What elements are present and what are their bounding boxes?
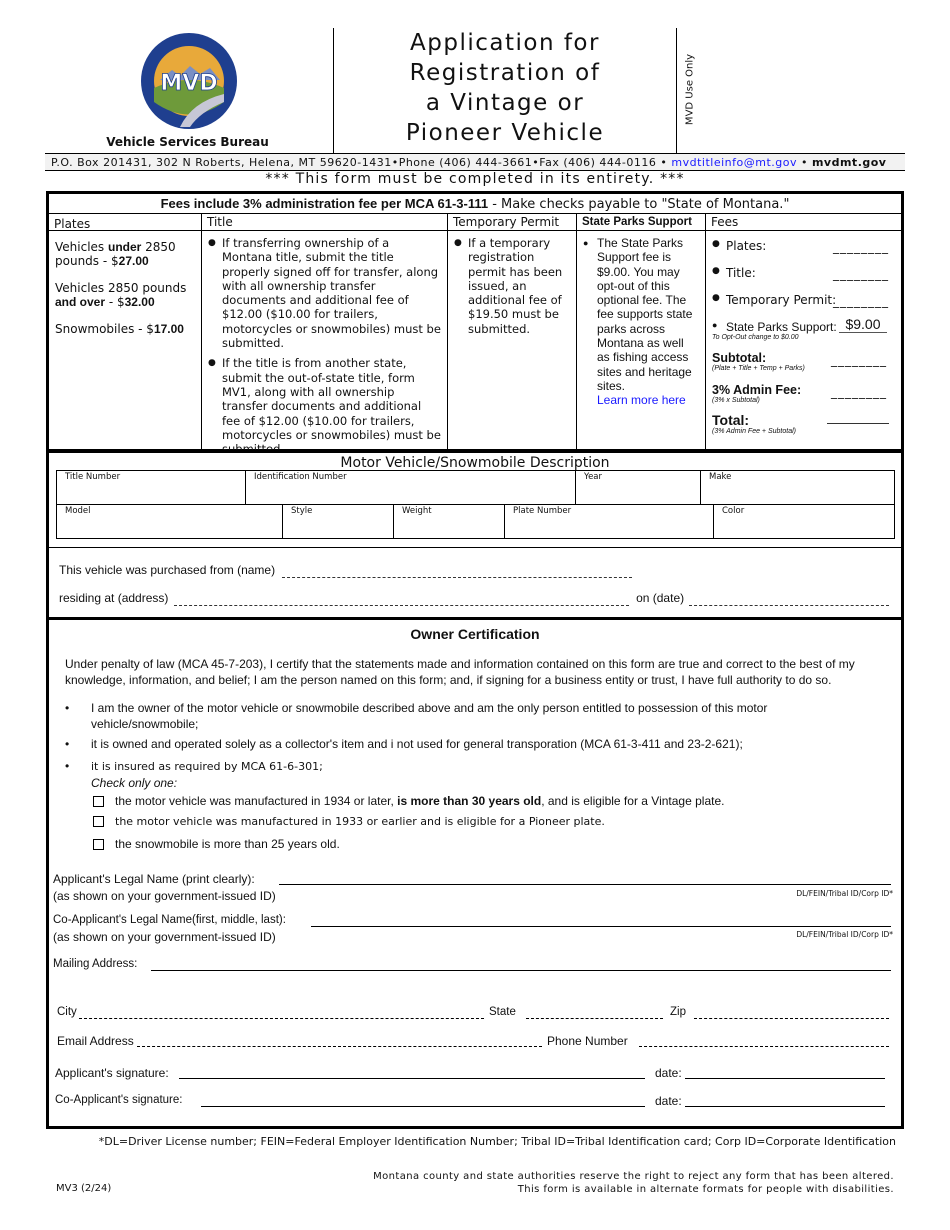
co-applicant-name-input[interactable] bbox=[311, 926, 891, 927]
year-field[interactable]: Year bbox=[575, 470, 701, 505]
fee-temp-permit-input[interactable]: ________ bbox=[833, 294, 889, 308]
state-parks-column bbox=[577, 214, 706, 449]
title-line: Application for bbox=[410, 30, 600, 56]
co-applicant-signature-input[interactable] bbox=[201, 1106, 645, 1107]
plate-fee-over: Vehicles 2850 pounds and over - $32.00 bbox=[55, 281, 187, 309]
email-label: Email Address bbox=[57, 1034, 134, 1048]
applicant-signature-label: Applicant's signature: bbox=[55, 1066, 169, 1080]
fee-plates-input[interactable]: ________ bbox=[833, 240, 889, 254]
temp-permit-header: Temporary Permit bbox=[448, 214, 576, 231]
pioneer-option[interactable]: the motor vehicle was manufactured in 1933 or earlier and is eligible for a Pioneer plate. bbox=[93, 815, 605, 828]
applicant-date-label: date: bbox=[655, 1066, 682, 1080]
weight-field[interactable]: Weight bbox=[393, 504, 505, 539]
plate-number-field[interactable]: Plate Number bbox=[504, 504, 714, 539]
pioneer-checkbox[interactable] bbox=[93, 816, 104, 827]
purchased-from-row: This vehicle was purchased from (name) bbox=[59, 563, 632, 578]
email-link[interactable]: mvdtitleinfo@mt.gov bbox=[671, 156, 797, 169]
fee-title: ● Title: ________ bbox=[712, 266, 889, 281]
residing-at-row: residing at (address) on (date) bbox=[59, 591, 889, 606]
svg-text:MVD: MVD bbox=[160, 71, 218, 96]
co-applicant-date-label: date: bbox=[655, 1094, 682, 1108]
model-field[interactable]: Model bbox=[56, 504, 283, 539]
learn-more-link[interactable]: Learn more here bbox=[597, 393, 686, 408]
temp-permit-bullet: ● If a temporary registration permit has been issued, an additional fee of $19.50 must be submitted. bbox=[454, 236, 570, 336]
title-line: Pioneer Vehicle bbox=[405, 120, 605, 146]
vehicle-divider bbox=[49, 547, 901, 548]
phone-text: Phone (406) 444-3661 bbox=[398, 156, 533, 169]
zip-label: Zip bbox=[670, 1006, 686, 1018]
fee-title-input[interactable]: ________ bbox=[833, 267, 889, 281]
check-only-one-label: Check only one: bbox=[91, 776, 178, 790]
as-shown-note: (as shown on your government-issued ID) bbox=[53, 889, 276, 903]
admin-fee-row: 3% Admin Fee: (3% x Subtotal) ________ bbox=[712, 383, 887, 404]
fee-state-parks-input[interactable]: $9.00 bbox=[839, 316, 887, 333]
plates-header: Plates bbox=[49, 214, 201, 231]
entirety-notice: *** This form must be completed in its entirety. *** bbox=[265, 171, 685, 187]
id-type-note: DL/FEIN/Tribal ID/Corp ID* bbox=[796, 889, 893, 898]
style-field[interactable]: Style bbox=[282, 504, 394, 539]
make-field[interactable]: Make bbox=[700, 470, 895, 505]
co-applicant-name-label: Co-Applicant's Legal Name(first, middle, last): bbox=[53, 914, 286, 926]
id-type-note: DL/FEIN/Tribal ID/Corp ID* bbox=[796, 930, 893, 939]
contact-bar: P.O. Box 201431, 302 N Roberts, Helena, MT 59620-1431•Phone (406) 444-3661•Fax (406) 444-0116 • mvdtitleinfo@mt.gov • mvdmt.gov bbox=[45, 153, 905, 171]
fees-header: Fees bbox=[706, 214, 901, 231]
mailing-address-input[interactable] bbox=[151, 970, 891, 971]
color-field[interactable]: Color bbox=[713, 504, 895, 539]
admin-fee-input[interactable]: ________ bbox=[831, 385, 887, 399]
phone-label: Phone Number bbox=[547, 1034, 628, 1048]
fees-column bbox=[706, 214, 901, 449]
city-label: City bbox=[57, 1006, 77, 1018]
mailing-address-label: Mailing Address: bbox=[53, 958, 138, 970]
state-label: State bbox=[489, 1006, 516, 1018]
email-input[interactable] bbox=[137, 1046, 542, 1047]
state-parks-bullet: ● The State Parks Support fee is $9.00. You may opt-out of this optional fee. The fee supports state parks across Montana as well as fishing access sites and heritage sites. Learn more here bbox=[583, 236, 699, 408]
vehicle-description-section bbox=[46, 450, 904, 620]
co-applicant-date-input[interactable] bbox=[685, 1106, 885, 1107]
cert-bullet: • it is insured as required by MCA 61-6-301; Check only one: bbox=[63, 758, 873, 791]
title-line: a Vintage or bbox=[425, 90, 585, 116]
zip-input[interactable] bbox=[694, 1018, 889, 1019]
title-line: Registration of bbox=[409, 60, 601, 86]
form-number: MV3 (2/24) bbox=[56, 1183, 112, 1194]
residing-address-input[interactable] bbox=[174, 591, 629, 606]
as-shown-note: (as shown on your government-issued ID) bbox=[53, 930, 276, 944]
fee-temp-permit: ● Temporary Permit: ________ bbox=[712, 293, 889, 308]
purchased-from-input[interactable] bbox=[282, 563, 632, 578]
temp-permit-column bbox=[448, 214, 577, 449]
cert-bullet: • it is owned and operated solely as a collector's item and i not used for general transporation (MCA 61-3-411 and 23-2-621); bbox=[63, 736, 873, 752]
mvd-use-only-label: MVD Use Only bbox=[684, 53, 696, 126]
fees-section bbox=[46, 191, 904, 457]
plates-column bbox=[49, 214, 202, 449]
state-parks-header: State Parks Support bbox=[577, 214, 705, 231]
phone-input[interactable] bbox=[639, 1046, 889, 1047]
vintage-checkbox[interactable] bbox=[93, 796, 104, 807]
plate-fee-under: Vehicles under 2850 pounds - $27.00 bbox=[55, 240, 176, 268]
certification-title: Owner Certification bbox=[410, 626, 540, 642]
bureau-name: Vehicle Services Bureau bbox=[106, 135, 269, 149]
snowmobile-option[interactable]: the snowmobile is more than 25 years old. bbox=[93, 837, 340, 851]
fee-state-parks: ● State Parks Support: $9.00 bbox=[712, 316, 897, 334]
applicant-name-input[interactable] bbox=[279, 884, 891, 885]
id-footnote: *DL=Driver License number; FEIN=Federal Employer Identification Number; Tribal ID=Tribal Identification card; Corp ID=Corporate Identification bbox=[98, 1135, 896, 1148]
address-text: P.O. Box 201431, 302 N Roberts, Helena, MT 59620-1431 bbox=[51, 156, 392, 169]
purchase-date-input[interactable] bbox=[689, 591, 889, 606]
applicant-date-input[interactable] bbox=[685, 1078, 885, 1079]
vintage-option[interactable]: the motor vehicle was manufactured in 1934 or later, is more than 30 years old, and is eligible for a Vintage plate. bbox=[93, 794, 724, 808]
total-row: Total: (3% Admin Fee + Subtotal) bbox=[712, 412, 897, 440]
fees-heading: Fees include 3% administration fee per MCA 61-3-111 - Make checks payable to "State of Montana." bbox=[49, 194, 901, 214]
header-divider bbox=[333, 28, 334, 153]
cert-bullet: • I am the owner of the motor vehicle or snowmobile described above and am the only person entitled to possession of this motor vehicle/snowmobile; bbox=[63, 700, 873, 732]
legal-notice: Montana county and state authorities reserve the right to reject any form that has been altered. This form is available in alternate formats for people with disabilities. bbox=[373, 1171, 894, 1195]
title-column bbox=[202, 214, 448, 457]
fax-text: Fax (406) 444-0116 bbox=[539, 156, 657, 169]
opt-out-note: To Opt-Out change to $0.00 bbox=[712, 334, 799, 341]
website-link[interactable]: mvdmt.gov bbox=[811, 156, 887, 169]
mvd-logo bbox=[140, 32, 238, 130]
plate-fee-snowmobile: Snowmobiles - $17.00 bbox=[55, 322, 184, 336]
certification-intro: Under penalty of law (MCA 45-7-203), I certify that the statements made and information contained on this form are true and correct to the best of my knowledge, information, and belief; I am the person named on this form; and, if signing for a business entity or trust, I have full authority to do so. bbox=[65, 657, 855, 687]
city-input[interactable] bbox=[79, 1018, 484, 1019]
header-divider bbox=[676, 28, 677, 153]
total-input[interactable] bbox=[827, 423, 889, 424]
identification-number-field[interactable]: Identification Number bbox=[245, 470, 576, 505]
form-title bbox=[340, 28, 670, 148]
applicant-signature-input[interactable] bbox=[179, 1078, 645, 1079]
title-header: Title bbox=[202, 214, 447, 231]
subtotal-row: Subtotal: (Plate + Title + Temp + Parks) ________ bbox=[712, 351, 887, 372]
title-bullet: ● If transferring ownership of a Montana title, submit the title properly signed off for transfer, along with all ownership transfer documents and additional fee of $12.00 ($10.00 for trailers, motorcycles or snowmobiles) must be submitted. bbox=[208, 236, 441, 350]
certification-bullets bbox=[63, 700, 873, 795]
title-bullet: ● If the title is from another state, submit the out-of-state title, form MV1, along with all ownership transfer documents and additional fee of $12.00 ($10.00 for trailers, motorcycles or snowmobiles) must be submitted. bbox=[208, 356, 441, 456]
title-number-field[interactable]: Title Number bbox=[56, 470, 246, 505]
co-applicant-signature-label: Co-Applicant's signature: bbox=[55, 1094, 183, 1106]
owner-certification-section bbox=[46, 617, 904, 1129]
fee-plates: ● Plates: ________ bbox=[712, 239, 889, 254]
subtotal-input[interactable]: ________ bbox=[831, 353, 887, 367]
vehicle-section-title: Motor Vehicle/Snowmobile Description bbox=[340, 455, 610, 471]
state-input[interactable] bbox=[526, 1018, 663, 1019]
snowmobile-checkbox[interactable] bbox=[93, 839, 104, 850]
applicant-name-label: Applicant's Legal Name (print clearly): bbox=[53, 872, 255, 886]
